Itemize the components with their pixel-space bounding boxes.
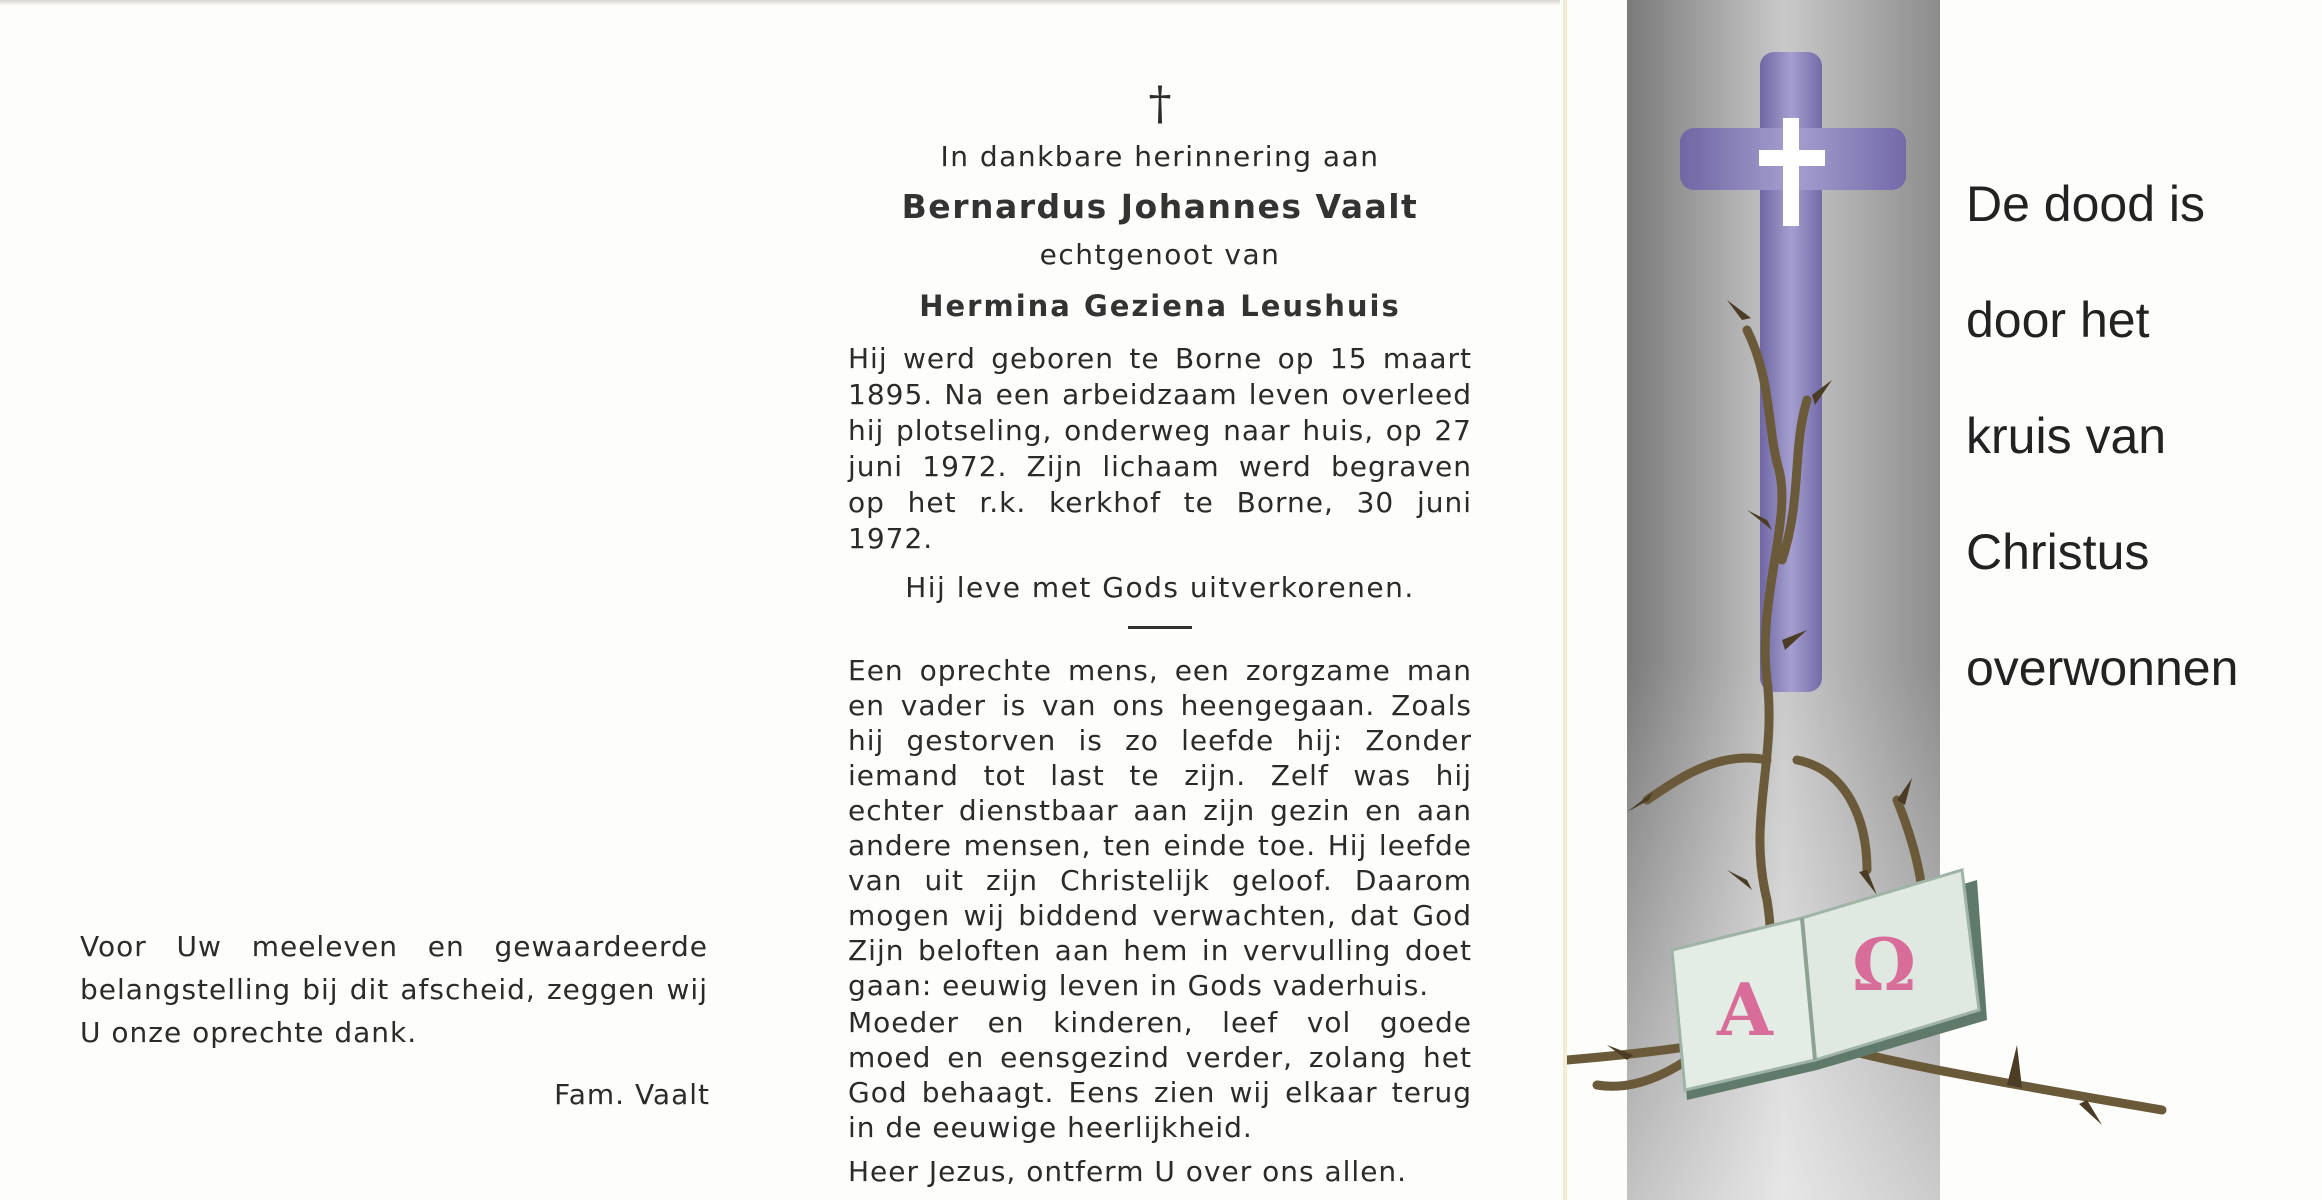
tribute-paragraph: Moeder en kinderen, leef vol goede moed en eensgezind verder, zolang het God behaagt. Eens zien wij elkaar terug in de eeuwige heerlijkheid. [848,1006,1472,1144]
family-signature: Fam. Vaalt [554,1078,710,1111]
tribute-text [848,653,1472,1145]
divider-rule [1128,626,1192,629]
biography [848,341,1472,557]
deceased-name: Bernardus Johannes Vaalt [901,187,1419,226]
quote-text [1966,175,2306,755]
biography-line: hij plotseling, onderweg naar huis, op 27 [848,414,1472,447]
thanks-text: Voor Uw meeleven en gewaardeerde belangstelling bij dit afscheid, zeggen wij U onze oprechte dank. [80,930,708,1049]
tribute-paragraph: Een oprechte mens, een zorgzame man en vader is van ons heengegaan. Zoals hij gestorven is zo leefde hij: Zonder iemand tot last te zijn. Zelf was hij echter dienstbaar aan zijn gezin en aan andere mensen, ten einde toe. Hij leefde van uit zijn Christelijk geloof. Daarom mogen wij biddend verwachten, dat God Zijn beloften aan hem in vervulling doet gaan: eeuwig leven in Gods vaderhuis. [848,654,1472,1002]
biography-line: Hij werd geboren te Borne op 15 maart [848,342,1472,375]
biography-line: op het r.k. kerkhof te Borne, 30 juni 1972. [848,486,1472,555]
intro-line: In dankbare herinnering aan [940,140,1380,173]
quote-line: kruis van [1966,408,2167,464]
memorial-text-panel [848,76,1472,1188]
quote-line: Christus [1966,524,2150,580]
quote-line: overwonnen [1966,640,2239,696]
spouse-label: echtgenoot van [1039,238,1281,271]
cross-symbol: † [1148,76,1172,130]
biography-line: 1895. Na een arbeidzaam leven overleed [848,378,1472,411]
biography-line: juni 1972. Zijn lichaam werd begraven [848,450,1472,483]
prayer-line: Hij leve met Gods uitverkorenen. [905,571,1415,604]
alpha-symbol: A [1717,967,1773,1052]
closing-prayer: Heer Jezus, ontferm U over ons allen. [848,1155,1408,1188]
spouse-name: Hermina Geziena Leushuis [919,289,1401,323]
omega-symbol: Ω [1852,922,1917,1007]
quote-line: De dood is [1966,176,2206,232]
thanks-message [80,925,708,1054]
top-edge-shadow [0,0,1560,6]
quote-line: door het [1966,292,2150,348]
